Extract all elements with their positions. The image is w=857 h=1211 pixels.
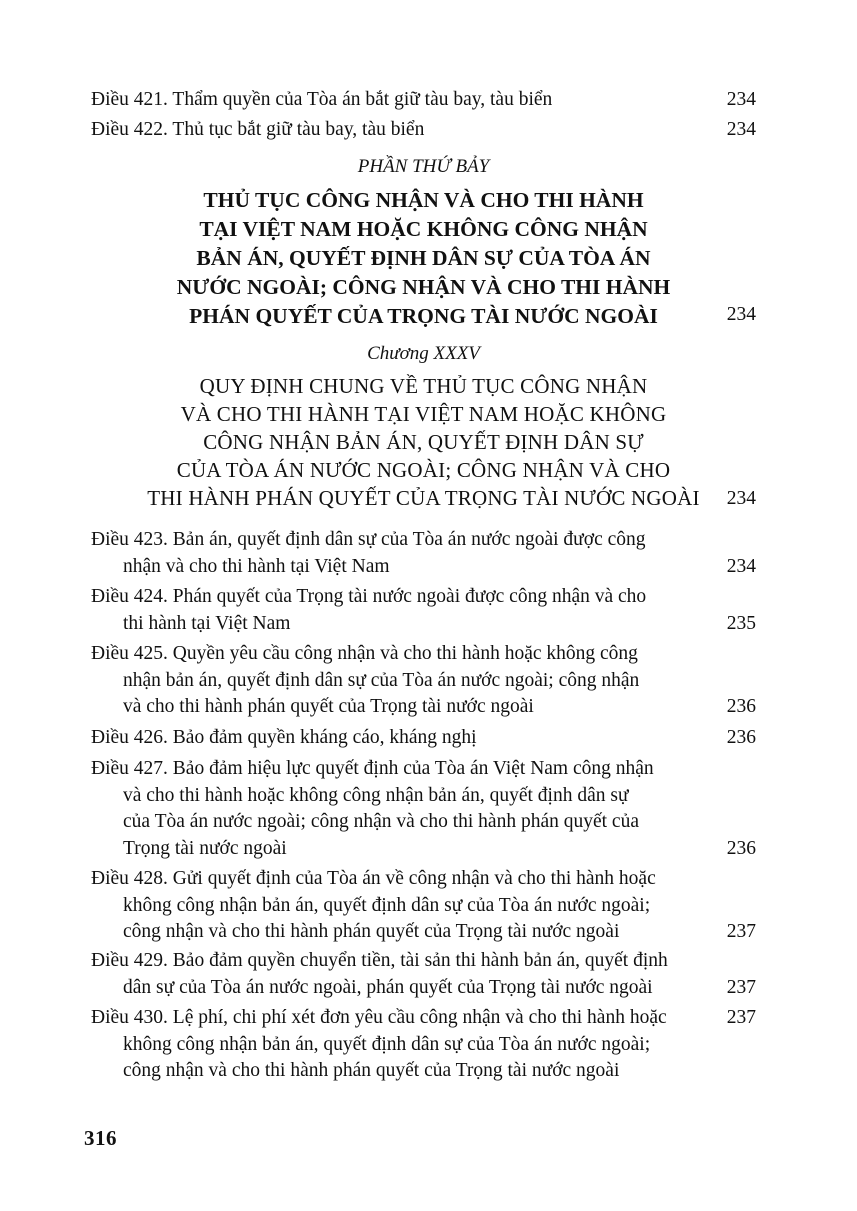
- toc-entry-text: Điều 429. Bảo đảm quyền chuyển tiền, tài sản thi hành bản án, quyết định: [91, 950, 668, 971]
- toc-entry-430[interactable]: [91, 1005, 756, 1085]
- toc-entry-424[interactable]: [91, 584, 756, 637]
- chapter-title-line: CÔNG NHẬN BẢN ÁN, QUYẾT ĐỊNH DÂN SỰ: [203, 430, 644, 454]
- part-title-line: TẠI VIỆT NAM HOẶC KHÔNG CÔNG NHẬN: [199, 217, 648, 241]
- part-title-line: BẢN ÁN, QUYẾT ĐỊNH DÂN SỰ CỦA TÒA ÁN: [196, 246, 651, 270]
- toc-page-number: 237: [726, 1007, 756, 1028]
- toc-entry-line: [91, 725, 756, 752]
- toc-page-number: 236: [726, 696, 756, 717]
- toc-entry-text: và cho thi hành phán quyết của Trọng tài nước ngoài: [123, 696, 534, 717]
- toc-entry-line: [91, 1032, 756, 1059]
- toc-entry-text: Điều 423. Bản án, quyết định dân sự của Tòa án nước ngoài được công: [91, 529, 646, 550]
- toc-page-number: 234: [726, 119, 756, 140]
- toc-page-number: 235: [726, 612, 756, 634]
- toc-entry-428[interactable]: [91, 866, 756, 946]
- toc-entry-line: [91, 641, 756, 668]
- toc-entry-line: [91, 756, 756, 783]
- toc-entry-text: Điều 421. Thẩm quyền của Tòa án bắt giữ tàu bay, tàu biển: [91, 89, 553, 110]
- toc-entry-text: Điều 430. Lệ phí, chi phí xét đơn yêu cầu công nhận và cho thi hành hoặc: [91, 1007, 667, 1028]
- toc-page-number: 236: [726, 727, 756, 748]
- toc-entry-422[interactable]: [91, 117, 756, 144]
- toc-entry-line: [91, 694, 756, 721]
- toc-entry-line: [91, 87, 756, 114]
- toc-entry-text: không công nhận bản án, quyết định dân sự của Tòa án nước ngoài;: [123, 1033, 651, 1055]
- toc-entry-text: Điều 428. Gửi quyết định của Tòa án về công nhận và cho thi hành hoặc: [91, 868, 656, 889]
- page-number: 316: [84, 1126, 117, 1150]
- toc-entry-line: [91, 668, 756, 695]
- chapter-title-line: CỦA TÒA ÁN NƯỚC NGOÀI; CÔNG NHẬN VÀ CHO: [176, 458, 671, 482]
- toc-entry-text: Điều 424. Phán quyết của Trọng tài nước ngoài được công nhận và cho: [91, 586, 647, 607]
- toc-entry-text: thi hành tại Việt Nam: [123, 612, 291, 634]
- part-label: PHẦN THỨ BẢY: [357, 156, 490, 177]
- toc-entry-text: nhận bản án, quyết định dân sự của Tòa án nước ngoài; công nhận: [123, 669, 640, 691]
- toc-entry-line: [91, 893, 756, 920]
- toc-entry-text: Điều 427. Bảo đảm hiệu lực quyết định của Tòa án Việt Nam công nhận: [91, 758, 654, 779]
- toc-entry-426[interactable]: [91, 725, 756, 752]
- toc-entry-line: [91, 117, 756, 144]
- toc-entry-line: [91, 554, 756, 581]
- part-title[interactable]: [91, 186, 756, 331]
- toc-entry-line: [91, 809, 756, 836]
- toc-entry-line: [91, 783, 756, 810]
- toc-entry-line: [91, 584, 756, 611]
- toc-entry-427[interactable]: [91, 756, 756, 862]
- chapter-title-line: VÀ CHO THI HÀNH TẠI VIỆT NAM HOẶC KHÔNG: [180, 402, 667, 426]
- toc-entry-line: [91, 836, 756, 863]
- toc-entry-425[interactable]: [91, 641, 756, 721]
- toc-page-number: 234: [726, 89, 756, 110]
- toc-page-number: 237: [726, 921, 756, 942]
- toc-entry-line: [91, 1005, 756, 1032]
- part-title-line: NƯỚC NGOÀI; CÔNG NHẬN VÀ CHO THI HÀNH: [176, 275, 671, 299]
- toc-entry-429[interactable]: [91, 948, 756, 1001]
- toc-entry-line: [91, 948, 756, 975]
- chapter-title-line: QUY ĐỊNH CHUNG VỀ THỦ TỤC CÔNG NHẬN: [199, 374, 648, 398]
- toc-page-number: 234: [726, 555, 756, 577]
- toc-entry-text: Điều 426. Bảo đảm quyền kháng cáo, kháng nghị: [91, 727, 477, 748]
- toc-entry-text: không công nhận bản án, quyết định dân sự của Tòa án nước ngoài;: [123, 894, 651, 916]
- toc-entry-text: công nhận và cho thi hành phán quyết của Trọng tài nước ngoài: [123, 921, 620, 942]
- chapter-title-line: THI HÀNH PHÁN QUYẾT CỦA TRỌNG TÀI NƯỚC NGOÀI: [147, 486, 700, 510]
- toc-entry-text: Điều 425. Quyền yêu cầu công nhận và cho thi hành hoặc không công: [91, 643, 638, 664]
- toc-entry-text: công nhận và cho thi hành phán quyết của Trọng tài nước ngoài: [123, 1060, 620, 1081]
- toc-entry-text: Trọng tài nước ngoài: [123, 837, 287, 859]
- toc-entry-line: [91, 1058, 756, 1085]
- toc-page-number: 234: [726, 488, 756, 509]
- part-title-line: PHÁN QUYẾT CỦA TRỌNG TÀI NƯỚC NGOÀI: [189, 304, 658, 328]
- toc-page-number: 236: [726, 837, 756, 859]
- toc-entry-423[interactable]: [91, 527, 756, 580]
- toc-entry-text: và cho thi hành hoặc không công nhận bản án, quyết định dân sự: [123, 784, 629, 806]
- toc-entry-421[interactable]: [91, 87, 756, 114]
- toc-entry-text: nhận và cho thi hành tại Việt Nam: [123, 555, 390, 577]
- toc-entry-text: dân sự của Tòa án nước ngoài, phán quyết của Trọng tài nước ngoài: [123, 976, 653, 998]
- toc-entry-text: Điều 422. Thủ tục bắt giữ tàu bay, tàu biển: [91, 119, 425, 140]
- toc-entry-line: [91, 611, 756, 638]
- toc-entry-line: [91, 866, 756, 893]
- part-title-line: THỦ TỤC CÔNG NHẬN VÀ CHO THI HÀNH: [203, 188, 644, 212]
- toc-entry-text: của Tòa án nước ngoài; công nhận và cho thi hành phán quyết của: [123, 811, 639, 832]
- toc-entry-line: [91, 975, 756, 1002]
- toc-entry-line: [91, 527, 756, 554]
- chapter-title[interactable]: [91, 372, 756, 512]
- chapter-label: Chương XXXV: [367, 343, 480, 364]
- toc-entry-line: [91, 919, 756, 946]
- toc-page-number: 234: [726, 304, 756, 325]
- toc-page-number: 237: [726, 976, 756, 998]
